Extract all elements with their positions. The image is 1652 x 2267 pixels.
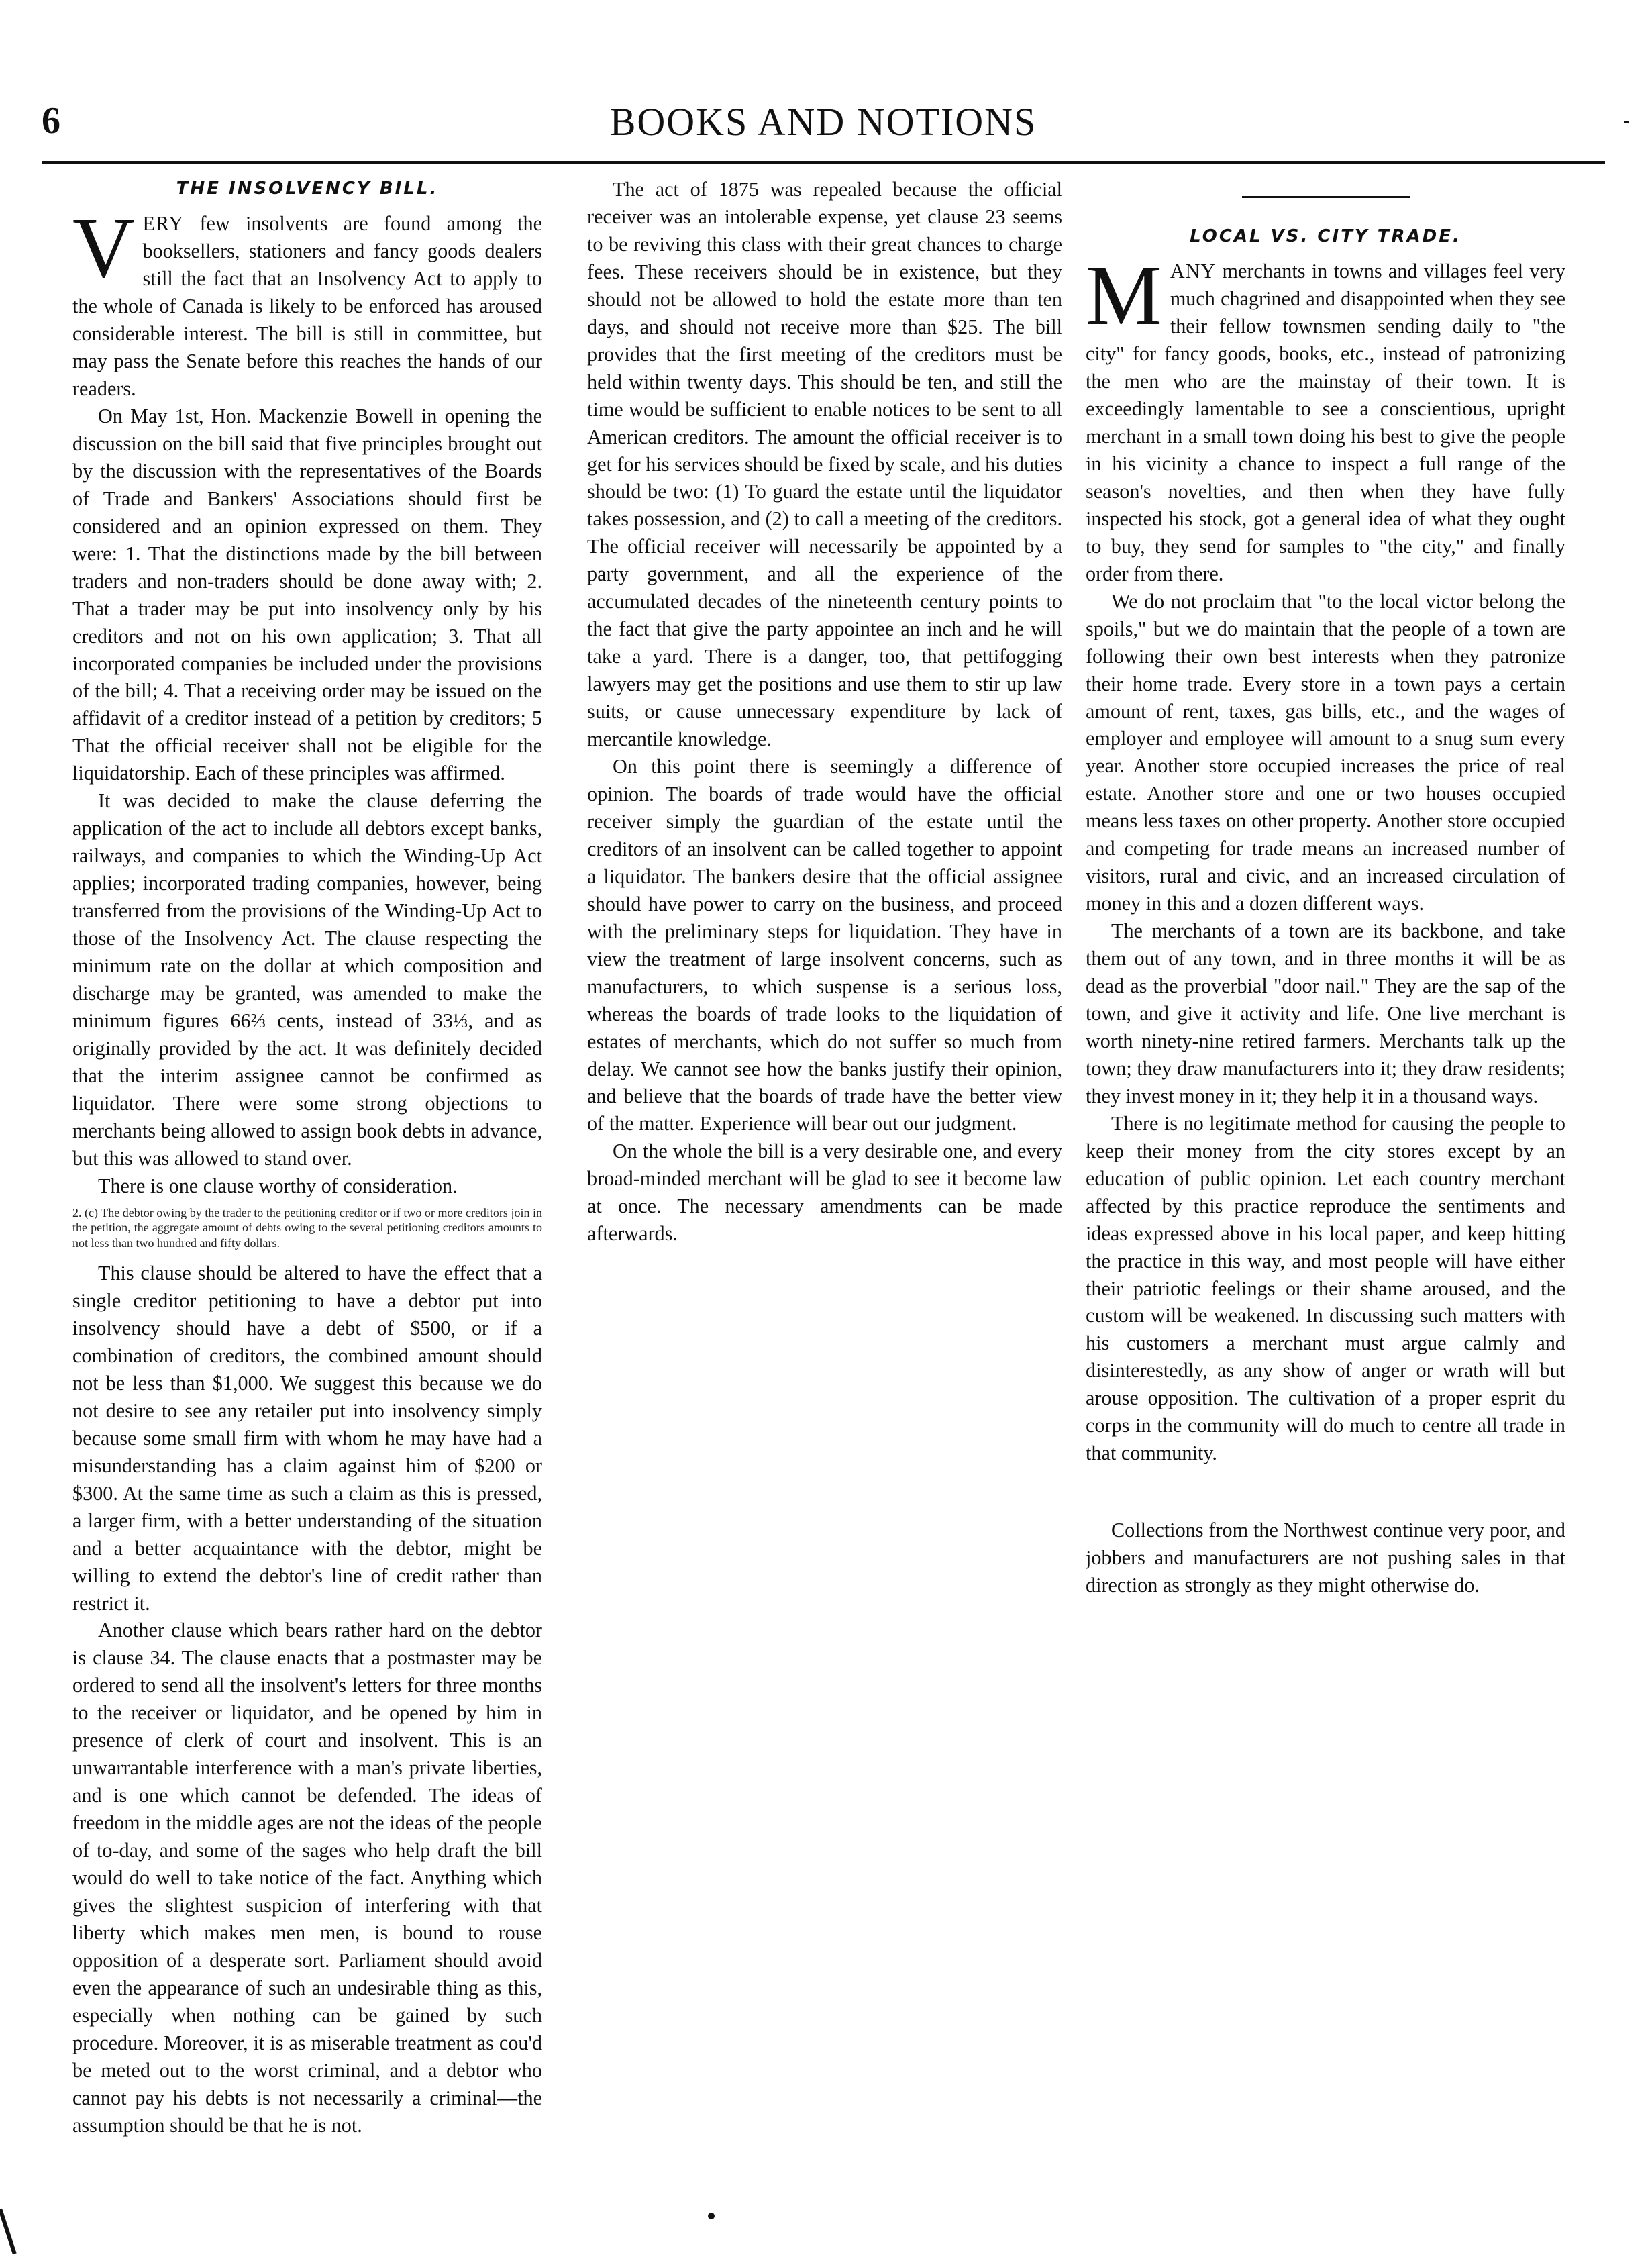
dropcap-letter: V xyxy=(72,200,135,296)
article-paragraph xyxy=(72,200,542,403)
article-paragraph: We do not proclaim that "to the local victor belong the spoils," but we do maintain that the people of a town are following their own best interests when they patronize their home trade. Every store in a town pays a certain amount of rent, taxes, gas bills, etc., and the wages of employer and employee will amount to a snug sum every year. Another store occupied increases the price of real estate. Another store and one or two houses occupied means less taxes on other property. Another store occupied and competing for trade means an increased number of visitors, rural and civic, and an increased circulation of money in this and a dozen different ways. xyxy=(1086,589,1565,915)
corner-tick-mark xyxy=(1624,121,1629,123)
lead-word: ANY xyxy=(1170,260,1217,283)
page-number: 6 xyxy=(42,100,60,142)
paragraph-text: few insolvents are found among the booksellers, stationers and fancy goods dealers still the fact that an Insolvency Act to apply to the whole of Canada is likely to be enforced has aroused considerable interest. The bill is still in committee, but may pass the Senate before this reaches the hands of our readers. xyxy=(72,212,542,400)
news-note: Collections from the Northwest continue very poor, and jobbers and manufacturers are not pushing sales in that direction as strongly as they might otherwise do. xyxy=(1086,1519,1565,1597)
article-paragraph: On May 1st, Hon. Mackenzie Bowell in opening the discussion on the bill said that five principles brought out by the discussion with the representatives of the Boards of Trade and Bankers' Associations should first be considered and an opinion expressed on them. They were: 1. That the distinctions made by the bill between traders and non-traders should be done away with; 2. That a trader may be put into insolvency only by his creditors and not on his own application; 3. That all incorporated companies be included under the provisions of the bill; 4. That a receiving order may be issued on the affidavit of a creditor instead of a petition by creditors; 5 That the official receiver shall not be eligible for the liquidatorship. Each of these principles was affirmed. xyxy=(72,404,542,785)
article-paragraph: This clause should be altered to have the effect that a single creditor petitioning to have a debtor put into insolvency should have a debt of $500, or if a combination of creditors, the combined amount should not be less than $1,000. We suggest this because we do not desire to see any retailer put into insolvency simply because some small firm with whom he may have had a misunderstanding has a claim against him of $200 or $300. At the same time as such a claim as this is pressed, a larger firm, with a better understanding of the situation and a better acquaintance with the debtor, might be willing to extend the debtor's line of credit rather than restrict it. xyxy=(72,1262,542,1615)
scan-artifact-mark xyxy=(0,2209,17,2254)
column-1 xyxy=(72,176,542,2216)
quoted-clause: 2. (c) The debtor owing by the trader to the petitioning creditor or if two or more creditors join in the petition, the aggregate amount of debts owing to the several petitioning creditors amounts to not less than two hundred and fifty dollars. xyxy=(72,1205,542,1250)
dropcap-letter: M xyxy=(1086,248,1162,344)
column-3 xyxy=(1086,176,1565,2216)
lead-word: ERY xyxy=(142,212,185,236)
article-paragraph: On this point there is seemingly a difference of opinion. The boards of trade would have the official receiver simply the guardian of the estate until the creditors of an insolvent can be called together to appoint a liquidator. The bankers desire that the official assignee should have power to carry on the business, and proceed with the preliminary steps for liquidation. They have in view the treatment of large insolvent concerns, such as manufacturers, to which suspense is a serious loss, whereas the boards of trade looks to the liquidation of estates of merchants, which do not suffer so much from delay. We cannot see how the banks justify their opinion, and believe that the boards of trade have the better view of the matter. Experience will bear out our judgment. xyxy=(587,755,1062,1136)
article-paragraph: It was decided to make the clause deferring the application of the act to include all debtors except banks, railways, and companies to which the Winding-Up Act applies; incorporated trading companies, however, being transferred from the provisions of the Winding-Up Act to those of the Insolvency Act. The clause respecting the minimum rate on the dollar at which composition and discharge may be granted, was amended to make the minimum figures 66⅔ cents, instead of 33⅓, and as originally provided by the act. It was definitely decided that the interim assignee cannot be confirmed as liquidator. There were some strong objections to merchants being allowed to assign book debts in advance, but this was allowed to stand over. xyxy=(72,789,542,1170)
article-paragraph: Another clause which bears rather hard on the debtor is clause 34. The clause enacts that a postmaster may be ordered to send all the insolvent's letters for three months to the receiver or liquidator, and be opened by him in presence of clerk of court and insolvent. This is an unwarrantable interference with a man's private liberties, and is one which cannot be defended. The ideas of freedom in the middle ages are not the ideas of the people of to-day, and some of the sages who help draft the bill would do well to take notice of the fact. Anything which gives the slightest suspicion of interfering with that liberty which makes men men, is bound to rouse opposition of a desperate sort. Parliament should avoid even the appearance of such an undesirable thing as this, especially when nothing can be gained by such procedure. Moreover, it is as miserable treatment as cou'd be meted out to the worst criminal, and a debtor who cannot pay his debts is not necessarily a criminal—the assumption should be that he is not. xyxy=(72,1619,542,2137)
article-title-insolvency: THE INSOLVENCY BILL. xyxy=(176,179,439,199)
article-paragraph: On the whole the bill is a very desirable one, and every broad-minded merchant will be glad to see it become law at once. The necessary amendments can be made afterwards. xyxy=(587,1140,1062,1246)
printer-dot xyxy=(708,2213,715,2219)
spacer xyxy=(1086,1467,1565,1517)
article-paragraph xyxy=(1086,248,1565,587)
article-title-local-trade: LOCAL VS. CITY TRADE. xyxy=(1190,226,1461,246)
page-header xyxy=(42,99,1605,153)
paragraph-text: merchants in towns and villages feel very much chagrined and disappointed when they see their fellow townsmen sending daily to "the city" for fancy goods, books, etc., instead of patronizing the men who are the mainstay of their town. It is exceedingly lamentable to see a conscientious, upright merchant in a small town doing his best to give the people in his vicinity a chance to inspect a full range of the season's novelties, and then when they have fully inspected his stock, got a general idea of what they ought to buy, they send for samples to "the city," and finally order from there. xyxy=(1086,260,1565,585)
publication-title: BOOKS AND NOTIONS xyxy=(609,100,1037,144)
section-divider xyxy=(1242,196,1410,198)
article-paragraph: The act of 1875 was repealed because the official receiver was an intolerable expense, yet clause 23 seems to be reviving this class with their great chances to charge fees. These receivers should be in existence, but they should not be allowed to hold the estate more than ten days, and should not receive more than $25. The bill provides that the first meeting of the creditors must be held within twenty days. This should be ten, and still the time would be sufficient to enable notices to be sent to all American creditors. The amount the official receiver is to get for his services should be fixed by scale, and his duties should be two: (1) To guard the estate until the liquidator takes possession, and (2) to call a meeting of the creditors. The official receiver will necessarily be appointed by a party government, and all the experience of the accumulated decades of the nineteenth century points to the fact that give the party appointee an inch and he will take a yard. There is a danger, too, that pettifogging lawyers may get the positions and use them to stir up law suits, or cause unnecessary expenditure by lack of mercantile knowledge. xyxy=(587,178,1062,751)
article-paragraph: There is no legitimate method for causing the people to keep their money from the city stores except by an education of public opinion. Let each country merchant affected by this practice reproduce the sentiments and ideas expressed above in his local paper, and keep hitting the practice in this way, and most people will have either their patriotic feelings or their shame aroused, and the custom will be weakened. In discussing such matters with his customers a merchant must argue calmly and disinterestedly, as any show of anger or wrath will but arouse opposition. The cultivation of a proper esprit du corps in the community will do much to centre all trade in that community. xyxy=(1086,1111,1565,1465)
article-paragraph: The merchants of a town are its backbone, and take them out of any town, and in three months it will be as dead as the proverbial "door nail." They are the sap of the town, and give it activity and life. One live merchant is worth ninety-nine retired farmers. Merchants talk up the town; they draw manufacturers into it; they draw residents; they invest money in it; they help it in a thousand ways. xyxy=(1086,919,1565,1107)
column-2 xyxy=(587,176,1062,2216)
header-rule xyxy=(42,161,1605,164)
article-paragraph: There is one clause worthy of consideration. xyxy=(98,1174,458,1197)
